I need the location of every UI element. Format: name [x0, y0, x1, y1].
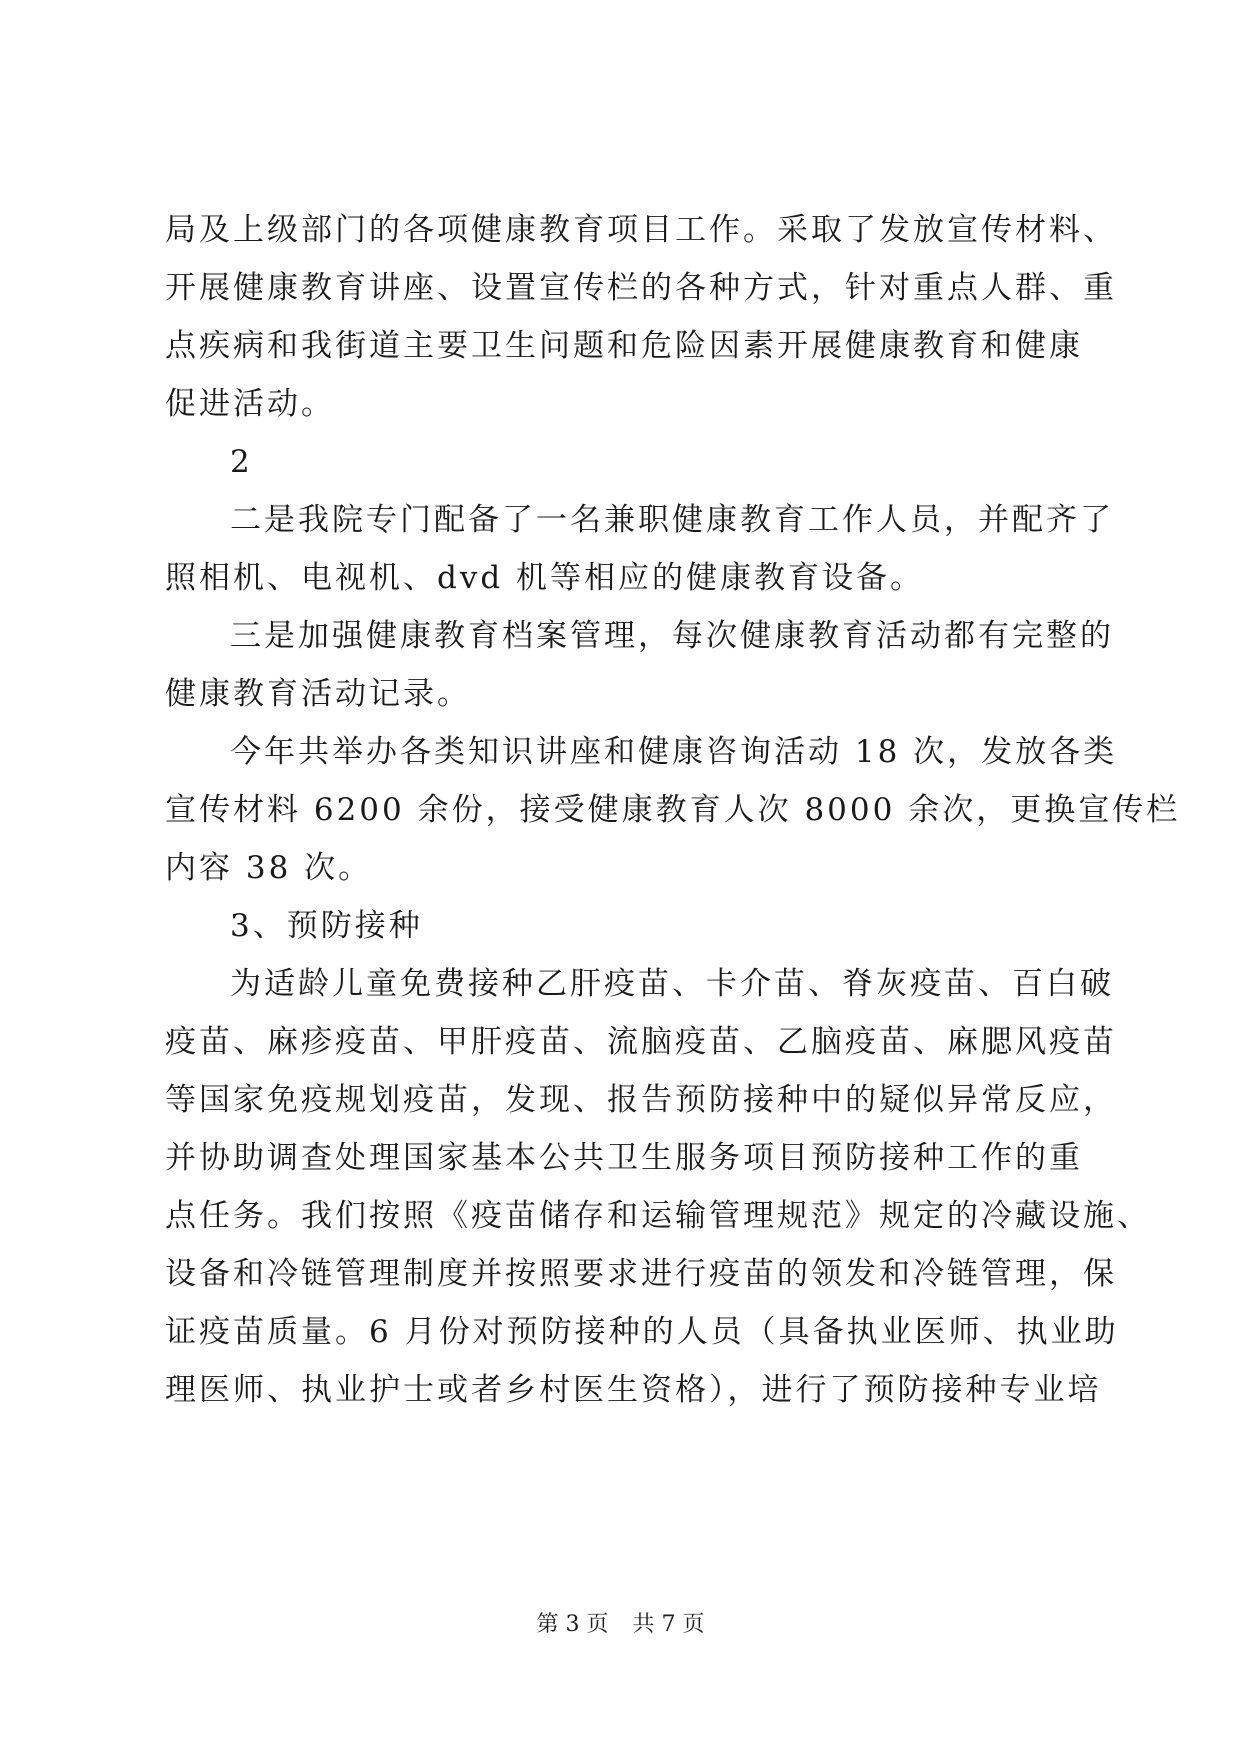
section-number-2: 2 — [230, 444, 253, 480]
page-footer — [0, 1610, 1241, 1640]
body-line-16: 等国家免疫规划疫苗，发现、报告预防接种中的疑似异常反应， — [165, 1082, 1117, 1118]
body-line-4: 促进活动。 — [165, 386, 335, 422]
page-total: 共 7 页 — [632, 1612, 705, 1637]
body-line-2: 开展健康教育讲座、设置宣传栏的各种方式，针对重点人群、重 — [165, 270, 1117, 306]
body-line-15: 疫苗、麻疹疫苗、甲肝疫苗、流脑疫苗、乙脑疫苗、麻腮风疫苗 — [165, 1024, 1117, 1060]
body-line-1: 局及上级部门的各项健康教育项目工作。采取了发放宣传材料、 — [165, 212, 1117, 248]
body-line-9: 健康教育活动记录。 — [165, 676, 471, 712]
body-line-14: 为适龄儿童免费接种乙肝疫苗、卡介苗、脊灰疫苗、百白破 — [230, 966, 1114, 1002]
body-line-17: 并协助调查处理国家基本公共卫生服务项目预防接种工作的重 — [165, 1140, 1083, 1176]
body-line-8: 三是加强健康教育档案管理，每次健康教育活动都有完整的 — [230, 618, 1114, 654]
body-line-12: 内容 38 次。 — [165, 850, 373, 886]
body-line-21: 理医师、执业护士或者乡村医生资格），进行了预防接种专业培 — [165, 1372, 1102, 1408]
page-number: 第 3 页 — [536, 1612, 609, 1637]
section-heading-3: 3、预防接种 — [230, 908, 423, 944]
body-line-10: 今年共举办各类知识讲座和健康咨询活动 18 次，发放各类 — [230, 734, 1118, 770]
body-line-18: 点任务。我们按照《疫苗储存和运输管理规范》规定的冷藏设施、 — [165, 1198, 1151, 1234]
body-line-3: 点疾病和我街道主要卫生问题和危险因素开展健康教育和健康 — [165, 328, 1083, 364]
body-line-19: 设备和冷链管理制度并按照要求进行疫苗的领发和冷链管理，保 — [165, 1256, 1117, 1292]
body-line-7: 照相机、电视机、dvd 机等相应的健康教育设备。 — [165, 560, 925, 596]
body-line-20: 证疫苗质量。6 月份对预防接种的人员（具备执业医师、执业助 — [165, 1314, 1119, 1350]
body-line-11: 宣传材料 6200 余份，接受健康教育人次 8000 余次，更换宣传栏 — [165, 792, 1181, 828]
body-line-6: 二是我院专门配备了一名兼职健康教育工作人员，并配齐了 — [230, 502, 1114, 538]
